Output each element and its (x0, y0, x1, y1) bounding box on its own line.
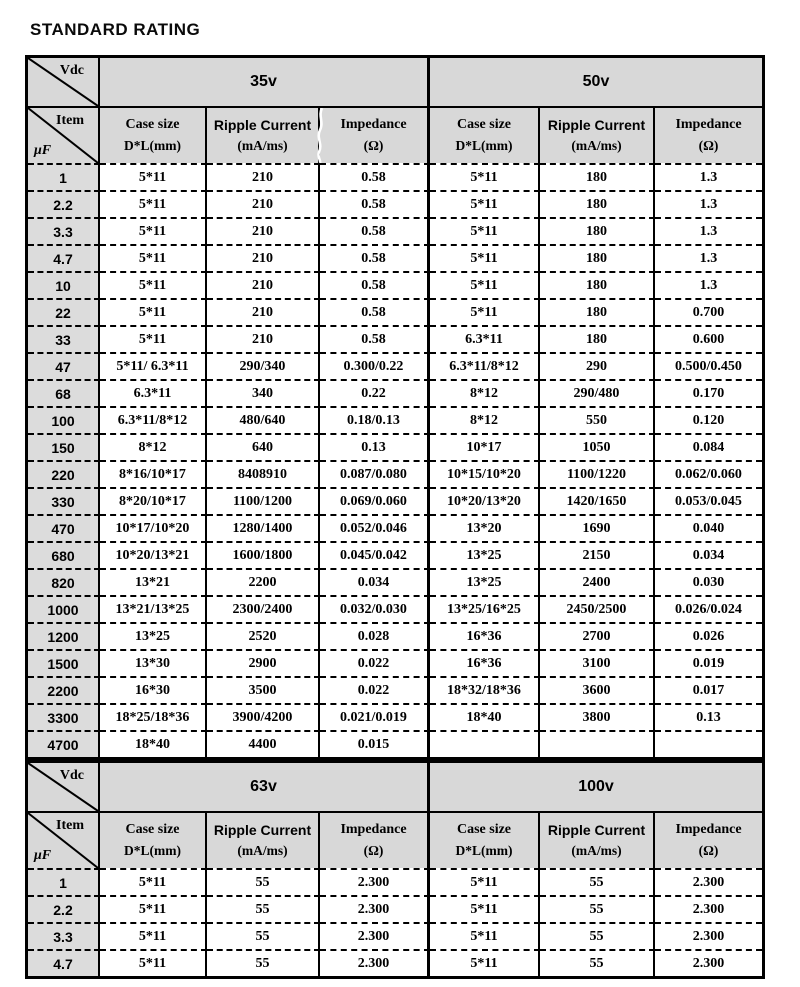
impedance-cell: 0.087/0.080 (320, 460, 430, 487)
impedance-cell: 0.015 (320, 730, 430, 757)
ripple-current-cell: 210 (207, 298, 320, 325)
ripple-current-cell: 55 (540, 922, 655, 949)
voltage-section (25, 55, 765, 760)
voltage-header-row (28, 763, 762, 813)
case-size-cell: 10*15/10*20 (430, 460, 540, 487)
page-title: STANDARD RATING (30, 20, 201, 39)
case-size-cell: 13*30 (100, 649, 207, 676)
table-row (28, 568, 762, 595)
ripple-current-cell: 210 (207, 163, 320, 190)
impedance-cell: 0.600 (655, 325, 762, 352)
ripple-current-header: Ripple Current (mA/ms) (207, 108, 320, 163)
case-size-cell: 13*25 (430, 568, 540, 595)
impedance-cell: 0.034 (655, 541, 762, 568)
impedance-cell: 2.300 (655, 949, 762, 976)
ripple-current-cell: 210 (207, 325, 320, 352)
ripple-current-cell: 55 (540, 895, 655, 922)
item-cell: 150 (28, 433, 100, 460)
case-size-header: Case size D*L(mm) (430, 813, 540, 868)
table-row (28, 595, 762, 622)
ripple-current-cell: 55 (207, 868, 320, 895)
ripple-current-cell: 2700 (540, 622, 655, 649)
case-size-cell: 13*20 (430, 514, 540, 541)
ripple-current-cell: 180 (540, 244, 655, 271)
table-row (28, 649, 762, 676)
impedance-cell: 0.026/0.024 (655, 595, 762, 622)
case-size-cell: 5*11 (100, 244, 207, 271)
impedance-cell: 0.300/0.22 (320, 352, 430, 379)
impedance-cell: 1.3 (655, 244, 762, 271)
ripple-current-cell: 55 (540, 949, 655, 976)
ripple-current-cell: 55 (207, 949, 320, 976)
impedance-cell: 0.58 (320, 217, 430, 244)
table-row (28, 325, 762, 352)
table-row (28, 703, 762, 730)
impedance-header: Impedance (Ω) (655, 108, 762, 163)
item-label: Item (56, 818, 84, 833)
impedance-cell: 0.040 (655, 514, 762, 541)
impedance-cell: 0.13 (655, 703, 762, 730)
table-row (28, 949, 762, 976)
ripple-current-cell: 2520 (207, 622, 320, 649)
ripple-current-cell: 290 (540, 352, 655, 379)
ripple-current-cell: 2900 (207, 649, 320, 676)
corner-vdc-cell (28, 58, 100, 108)
table-row (28, 730, 762, 757)
impedance-header: Impedance (Ω) (655, 813, 762, 868)
item-cell: 3.3 (28, 922, 100, 949)
impedance-cell: 0.062/0.060 (655, 460, 762, 487)
case-size-cell: 5*11 (100, 868, 207, 895)
item-cell: 680 (28, 541, 100, 568)
case-size-cell: 16*36 (430, 622, 540, 649)
case-size-cell: 5*11 (100, 949, 207, 976)
case-size-cell: 6.3*11 (100, 379, 207, 406)
table-row (28, 352, 762, 379)
case-size-cell: 10*17/10*20 (100, 514, 207, 541)
column-header-row (28, 813, 762, 868)
case-size-cell: 5*11 (100, 163, 207, 190)
case-size-cell: 6.3*11/8*12 (430, 352, 540, 379)
case-size-cell: 8*12 (100, 433, 207, 460)
item-cell: 4.7 (28, 244, 100, 271)
case-size-cell: 10*20/13*21 (100, 541, 207, 568)
ripple-current-cell: 2300/2400 (207, 595, 320, 622)
case-size-cell: 16*36 (430, 649, 540, 676)
case-size-cell: 6.3*11 (430, 325, 540, 352)
case-size-cell: 5*11 (430, 949, 540, 976)
table-row (28, 868, 762, 895)
impedance-cell: 0.13 (320, 433, 430, 460)
item-cell: 3300 (28, 703, 100, 730)
ripple-current-cell: 8408910 (207, 460, 320, 487)
impedance-cell: 1.3 (655, 163, 762, 190)
case-size-cell: 10*17 (430, 433, 540, 460)
impedance-cell: 0.120 (655, 406, 762, 433)
uf-label: μF (34, 143, 52, 158)
case-size-cell: 5*11 (430, 922, 540, 949)
case-size-cell: 5*11 (100, 271, 207, 298)
item-cell: 3.3 (28, 217, 100, 244)
ripple-current-cell: 480/640 (207, 406, 320, 433)
item-label: Item (56, 113, 84, 128)
voltage-header: 63v (100, 763, 430, 813)
impedance-cell (655, 730, 762, 757)
impedance-cell: 0.170 (655, 379, 762, 406)
item-cell: 68 (28, 379, 100, 406)
impedance-cell: 0.58 (320, 244, 430, 271)
column-header-row (28, 108, 762, 163)
case-size-header: Case size D*L(mm) (100, 813, 207, 868)
data-rows (28, 163, 762, 757)
uf-label: μF (34, 848, 52, 863)
impedance-cell: 2.300 (655, 895, 762, 922)
impedance-cell: 0.045/0.042 (320, 541, 430, 568)
corner-item-uf-cell (28, 108, 100, 163)
ripple-current-cell: 180 (540, 325, 655, 352)
item-cell: 1200 (28, 622, 100, 649)
ripple-current-cell: 55 (207, 895, 320, 922)
case-size-cell: 5*11 (430, 271, 540, 298)
case-size-cell: 18*40 (100, 730, 207, 757)
table-row (28, 433, 762, 460)
impedance-header: Impedance (Ω) (320, 108, 430, 163)
impedance-cell: 0.022 (320, 649, 430, 676)
case-size-cell: 13*21/13*25 (100, 595, 207, 622)
ripple-current-cell: 55 (207, 922, 320, 949)
standard-rating-table (25, 55, 765, 979)
case-size-cell: 5*11 (430, 190, 540, 217)
ripple-current-cell: 3600 (540, 676, 655, 703)
data-rows (28, 868, 762, 976)
impedance-header: Impedance (Ω) (320, 813, 430, 868)
case-size-cell: 5*11 (430, 217, 540, 244)
case-size-cell: 13*21 (100, 568, 207, 595)
impedance-cell: 0.032/0.030 (320, 595, 430, 622)
impedance-cell: 0.034 (320, 568, 430, 595)
case-size-cell: 5*11 (100, 325, 207, 352)
impedance-cell: 0.017 (655, 676, 762, 703)
ripple-current-cell: 55 (540, 868, 655, 895)
vdc-label: Vdc (59, 63, 84, 78)
impedance-cell: 0.58 (320, 190, 430, 217)
case-size-header: Case size D*L(mm) (100, 108, 207, 163)
item-cell: 1500 (28, 649, 100, 676)
voltage-section (25, 760, 765, 979)
impedance-cell: 0.700 (655, 298, 762, 325)
ripple-current-cell: 290/340 (207, 352, 320, 379)
table-row (28, 406, 762, 433)
voltage-header: 100v (430, 763, 762, 813)
table-row (28, 271, 762, 298)
impedance-cell: 0.084 (655, 433, 762, 460)
impedance-cell: 0.021/0.019 (320, 703, 430, 730)
case-size-cell (430, 730, 540, 757)
item-cell: 22 (28, 298, 100, 325)
ripple-current-cell: 550 (540, 406, 655, 433)
ripple-current-cell: 210 (207, 190, 320, 217)
ripple-current-cell: 3500 (207, 676, 320, 703)
item-cell: 4.7 (28, 949, 100, 976)
case-size-cell: 8*16/10*17 (100, 460, 207, 487)
table-row (28, 298, 762, 325)
case-size-cell: 5*11 (430, 244, 540, 271)
item-cell: 330 (28, 487, 100, 514)
ripple-current-cell: 2450/2500 (540, 595, 655, 622)
item-cell: 100 (28, 406, 100, 433)
impedance-cell: 2.300 (320, 868, 430, 895)
case-size-cell: 8*12 (430, 406, 540, 433)
ripple-current-header: Ripple Current (mA/ms) (207, 813, 320, 868)
case-size-cell: 5*11 (100, 190, 207, 217)
case-size-cell: 18*25/18*36 (100, 703, 207, 730)
impedance-cell: 1.3 (655, 271, 762, 298)
corner-item-uf-cell (28, 813, 100, 868)
ripple-current-cell: 1100/1200 (207, 487, 320, 514)
item-cell: 470 (28, 514, 100, 541)
table-row (28, 163, 762, 190)
table-row (28, 190, 762, 217)
item-cell: 1 (28, 163, 100, 190)
impedance-cell: 0.019 (655, 649, 762, 676)
table-row (28, 922, 762, 949)
item-cell: 220 (28, 460, 100, 487)
voltage-header: 35v (100, 58, 430, 108)
case-size-cell: 8*12 (430, 379, 540, 406)
ripple-current-header: Ripple Current (mA/ms) (540, 813, 655, 868)
impedance-cell: 2.300 (320, 949, 430, 976)
impedance-cell: 0.500/0.450 (655, 352, 762, 379)
ripple-current-cell (540, 730, 655, 757)
impedance-cell: 2.300 (320, 922, 430, 949)
ripple-current-cell: 640 (207, 433, 320, 460)
case-size-cell: 18*40 (430, 703, 540, 730)
ripple-current-cell: 180 (540, 190, 655, 217)
ripple-current-cell: 180 (540, 298, 655, 325)
table-row (28, 244, 762, 271)
table-row (28, 514, 762, 541)
item-cell: 2.2 (28, 190, 100, 217)
voltage-header-row (28, 58, 762, 108)
case-size-cell: 6.3*11/8*12 (100, 406, 207, 433)
impedance-cell: 0.028 (320, 622, 430, 649)
ripple-current-cell: 290/480 (540, 379, 655, 406)
case-size-cell: 18*32/18*36 (430, 676, 540, 703)
impedance-cell: 0.58 (320, 163, 430, 190)
table-row (28, 217, 762, 244)
table-row (28, 895, 762, 922)
case-size-cell: 5*11 (100, 298, 207, 325)
case-size-cell: 5*11 (100, 217, 207, 244)
item-cell: 1000 (28, 595, 100, 622)
table-row (28, 487, 762, 514)
ripple-current-cell: 340 (207, 379, 320, 406)
ripple-current-cell: 1690 (540, 514, 655, 541)
case-size-cell: 5*11 (430, 298, 540, 325)
ripple-current-cell: 3100 (540, 649, 655, 676)
voltage-header: 50v (430, 58, 762, 108)
impedance-cell: 0.58 (320, 271, 430, 298)
ripple-current-cell: 1600/1800 (207, 541, 320, 568)
impedance-cell: 0.053/0.045 (655, 487, 762, 514)
case-size-cell: 5*11 (430, 895, 540, 922)
case-size-cell: 8*20/10*17 (100, 487, 207, 514)
impedance-cell: 0.58 (320, 325, 430, 352)
case-size-cell: 16*30 (100, 676, 207, 703)
case-size-header: Case size D*L(mm) (430, 108, 540, 163)
ripple-current-cell: 210 (207, 271, 320, 298)
item-cell: 1 (28, 868, 100, 895)
ripple-current-cell: 180 (540, 271, 655, 298)
ripple-current-cell: 2200 (207, 568, 320, 595)
item-cell: 4700 (28, 730, 100, 757)
item-cell: 2200 (28, 676, 100, 703)
item-cell: 10 (28, 271, 100, 298)
impedance-cell: 2.300 (655, 868, 762, 895)
impedance-cell: 0.18/0.13 (320, 406, 430, 433)
impedance-cell: 1.3 (655, 190, 762, 217)
table-row (28, 379, 762, 406)
impedance-cell: 0.052/0.046 (320, 514, 430, 541)
ripple-current-header: Ripple Current (mA/ms) (540, 108, 655, 163)
table-row (28, 622, 762, 649)
impedance-cell: 0.022 (320, 676, 430, 703)
ripple-current-cell: 210 (207, 244, 320, 271)
ripple-current-cell: 2150 (540, 541, 655, 568)
ripple-current-cell: 4400 (207, 730, 320, 757)
case-size-cell: 13*25/16*25 (430, 595, 540, 622)
impedance-cell: 0.030 (655, 568, 762, 595)
vdc-label: Vdc (59, 768, 84, 783)
impedance-cell: 1.3 (655, 217, 762, 244)
case-size-cell: 10*20/13*20 (430, 487, 540, 514)
table-row (28, 676, 762, 703)
ripple-current-cell: 180 (540, 217, 655, 244)
ripple-current-cell: 1050 (540, 433, 655, 460)
case-size-cell: 5*11/ 6.3*11 (100, 352, 207, 379)
item-cell: 2.2 (28, 895, 100, 922)
corner-vdc-cell (28, 763, 100, 813)
case-size-cell: 5*11 (100, 895, 207, 922)
impedance-cell: 0.22 (320, 379, 430, 406)
ripple-current-cell: 1280/1400 (207, 514, 320, 541)
ripple-current-cell: 3800 (540, 703, 655, 730)
table-row (28, 541, 762, 568)
case-size-cell: 5*11 (430, 163, 540, 190)
case-size-cell: 13*25 (100, 622, 207, 649)
impedance-cell: 2.300 (655, 922, 762, 949)
table-row (28, 460, 762, 487)
case-size-cell: 13*25 (430, 541, 540, 568)
case-size-cell: 5*11 (100, 922, 207, 949)
ripple-current-cell: 3900/4200 (207, 703, 320, 730)
ripple-current-cell: 210 (207, 217, 320, 244)
item-cell: 820 (28, 568, 100, 595)
impedance-cell: 2.300 (320, 895, 430, 922)
ripple-current-cell: 1420/1650 (540, 487, 655, 514)
ripple-current-cell: 2400 (540, 568, 655, 595)
impedance-cell: 0.58 (320, 298, 430, 325)
ripple-current-cell: 180 (540, 163, 655, 190)
impedance-cell: 0.026 (655, 622, 762, 649)
item-cell: 33 (28, 325, 100, 352)
item-cell: 47 (28, 352, 100, 379)
impedance-cell: 0.069/0.060 (320, 487, 430, 514)
ripple-current-cell: 1100/1220 (540, 460, 655, 487)
case-size-cell: 5*11 (430, 868, 540, 895)
